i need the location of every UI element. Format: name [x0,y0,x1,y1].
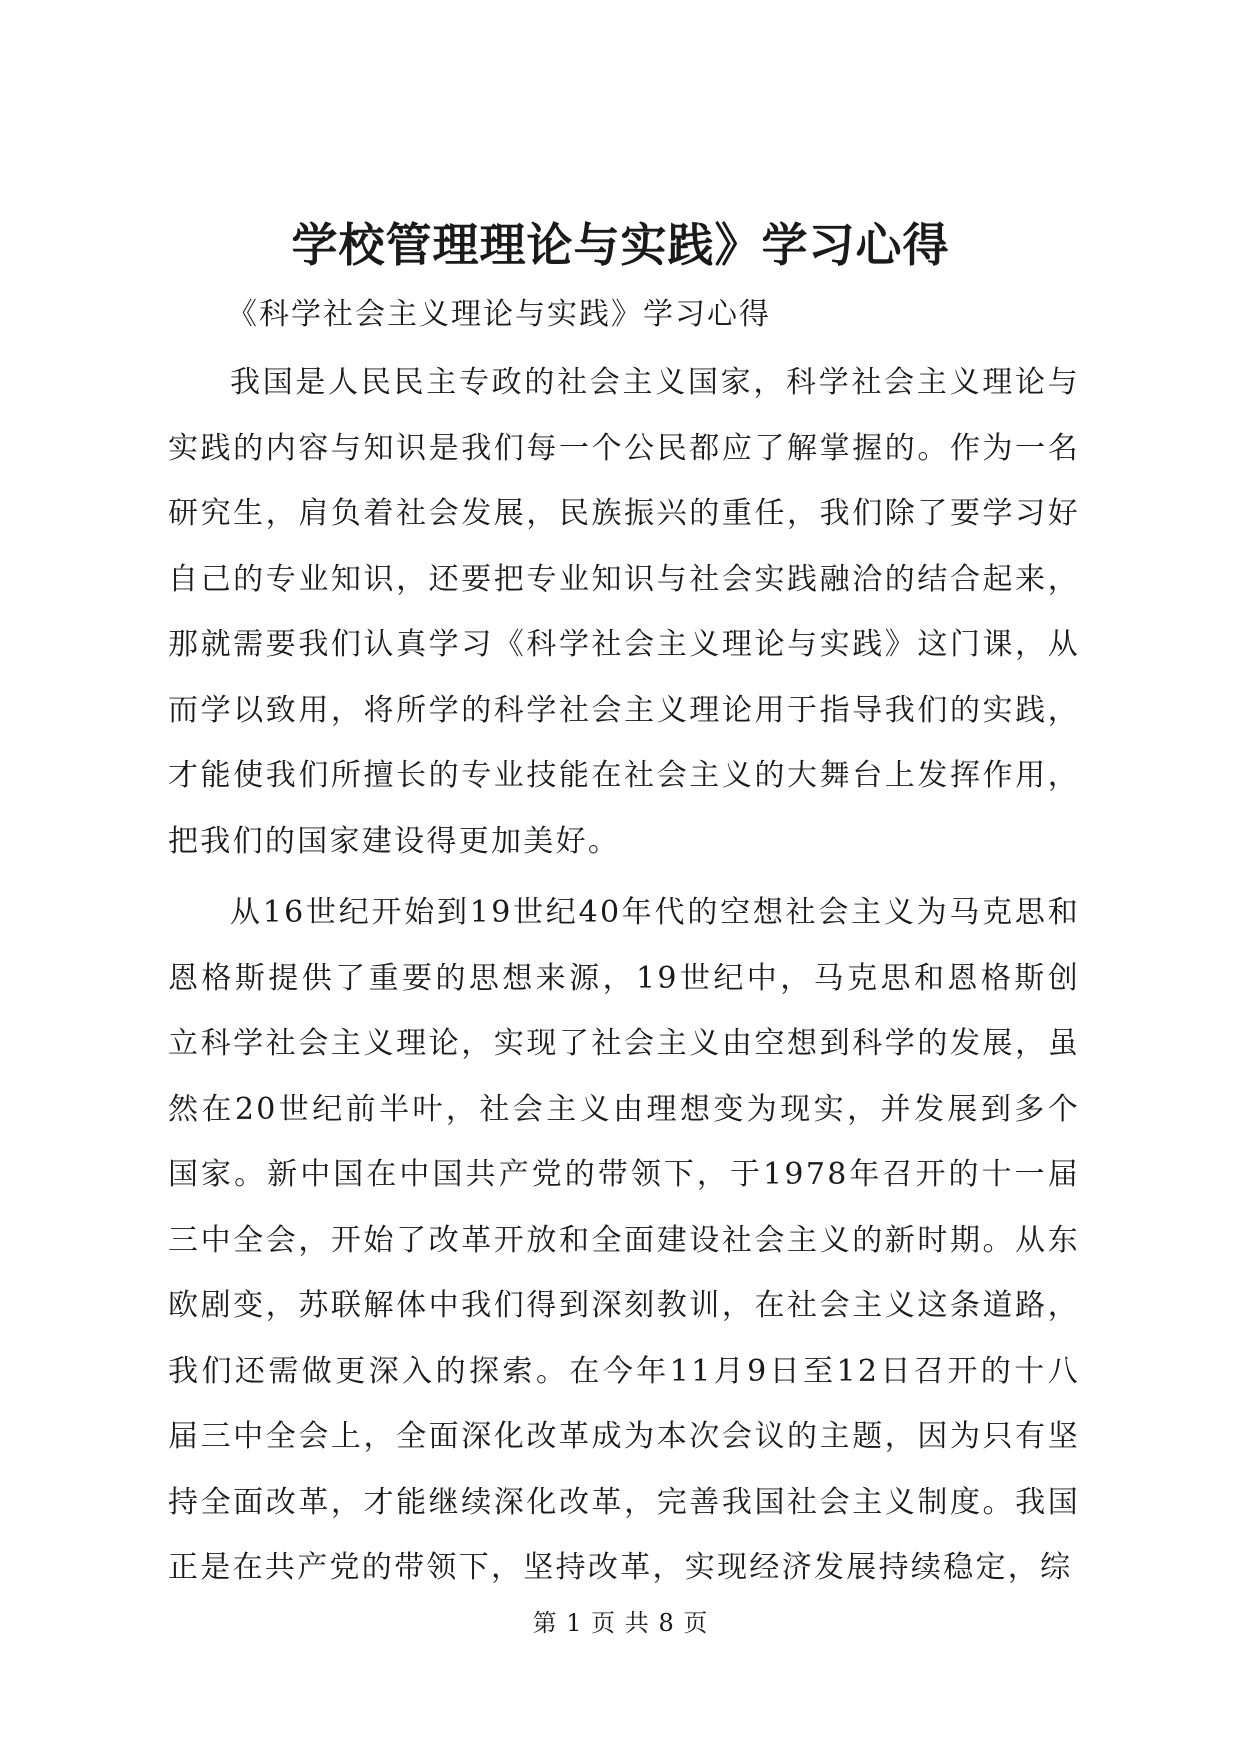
document-subtitle: 《科学社会主义理论与实践》学习心得 [227,297,771,332]
body-paragraph: 我国是人民民主专政的社会主义国家，科学社会主义理论与实践的内容与知识是我们每一个公民都应了解掌握的。作为一名研究生，肩负着社会发展，民族振兴的重任，我们除了要学习好自己的专业知识，还要把专业知识与社会实践融洽的结合起来，那就需要我们认真学习《科学社会主义理论与实践》这门课，从而学以致用，将所学的科学社会主义理论用于指导我们的实践，才能使我们所擅长的专业技能在社会主义的大舞台上发挥作用，把我们的国家建设得更加美好。 [168,365,1080,859]
document-title: 学校管理理论与实践》学习心得 [291,218,950,272]
page-number-footer: 第 1 页 共 8 页 [532,1609,709,1637]
body-paragraph: 从16世纪开始到19世纪40年代的空想社会主义为马克思和恩格斯提供了重要的思想来源，19世纪中，马克思和恩格斯创立科学社会主义理论，实现了社会主义由空想到科学的发展，虽然在20世纪前半叶，社会主义由理想变为现实，并发展到多个国家。新中国在中国共产党的带领下，于1978年召开的十一届三中全会，开始了改革开放和全面建设社会主义的新时期。从东欧剧变，苏联解体中我们得到深刻教训，在社会主义这条道路，我们还需做更深入的探索。在今年11月9日至12日召开的十八届三中全会上，全面深化改革成为本次会议的主题，因为只有坚持全面改革，才能继续深化改革，完善我国社会主义制度。我国正是在共产党的带领下，坚持改革，实现经济发展持续稳定，综 [168,895,1080,1585]
document-body [168,350,1080,1605]
